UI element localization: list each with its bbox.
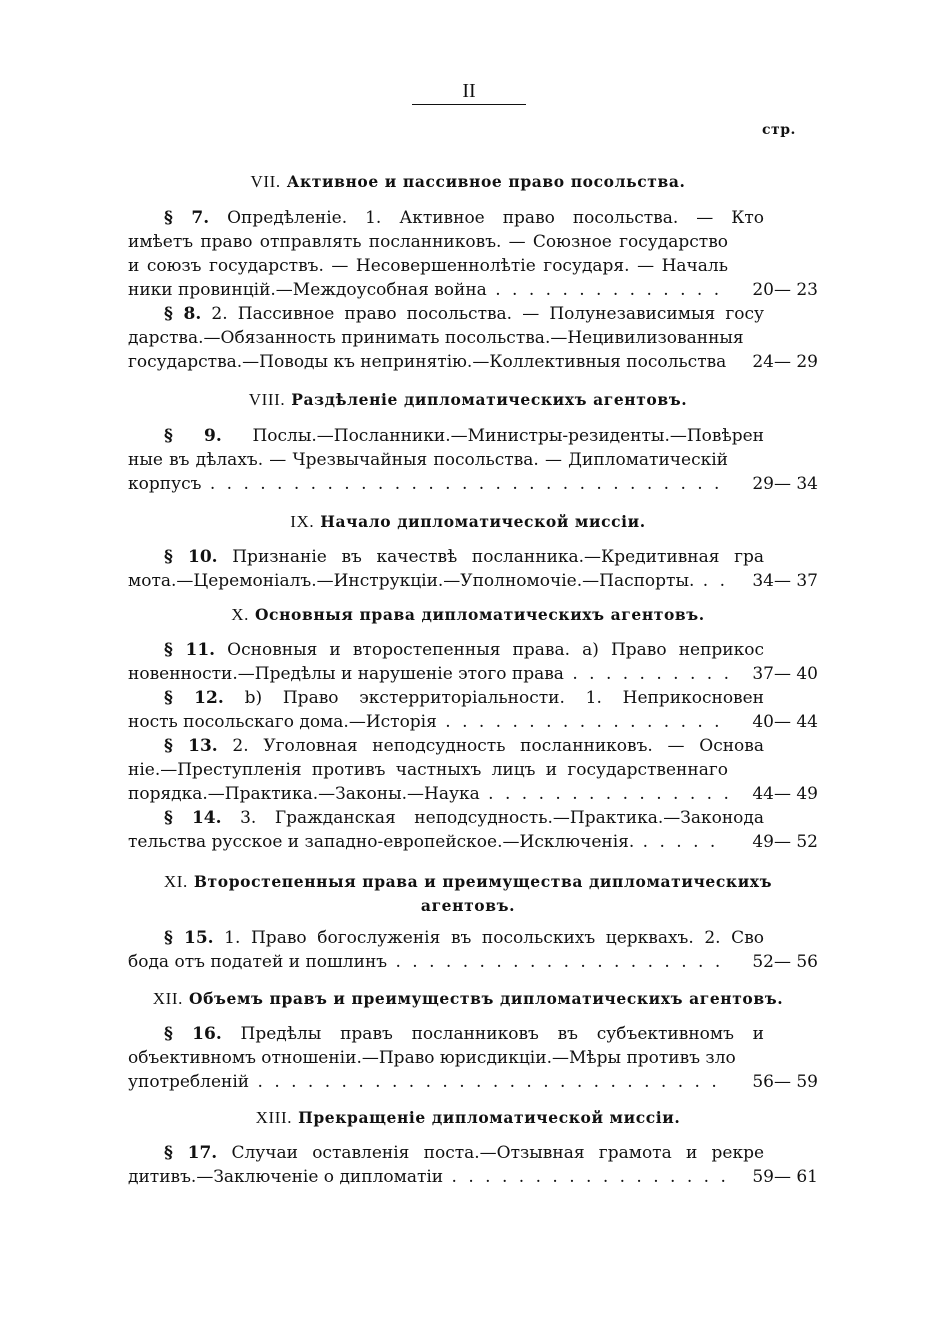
chapter-title: Активное и пассивное право посольства.	[286, 172, 686, 191]
entry-line	[128, 758, 728, 782]
chapter-title: Объемъ правъ и преимуществъ дипломатическихъ агентовъ.	[189, 989, 784, 1008]
page-range: 24— 29	[752, 352, 818, 372]
pages-column-header: стр.	[762, 122, 796, 138]
entry-text: 2. Уголовная неподсудность посланниковъ. — Основа	[232, 736, 764, 756]
entry-text: порядка.—Практика.—Законы.—Наука	[128, 784, 480, 804]
page-range: 40— 44	[752, 712, 818, 732]
entry-text: употребленій	[128, 1072, 250, 1092]
section-mark: § 12.	[164, 688, 224, 708]
entry-line	[128, 350, 728, 374]
chapter-number: VII.	[250, 172, 281, 191]
entry-text: ные въ дѣлахъ. — Чрезвычайныя посольства. — Дипломатическій	[128, 450, 728, 470]
entry-line	[128, 545, 764, 569]
entry-text: Опредѣленіе. 1. Активное право посольства. — Кто	[227, 208, 765, 228]
entry-line	[128, 662, 728, 686]
entry-text: ники провинцій.—Междоусобная война	[128, 280, 487, 300]
entry-text: тельства русское и западно-европейское.—Исключенія.	[128, 832, 635, 852]
chapter-number: IX.	[290, 512, 315, 531]
entry-line	[128, 830, 728, 854]
entry-text: государства.—Поводы къ непринятію.—Коллективныя посольства	[128, 352, 727, 372]
entry-line	[128, 710, 728, 734]
entry-text: бода отъ податей и пошлинъ	[128, 952, 388, 972]
entry-text: дарства.—Обязанность принимать посольства.—Нецивилизованныя	[128, 328, 744, 348]
entry-line	[128, 472, 728, 496]
entry-line	[128, 734, 764, 758]
entry-line	[128, 230, 728, 254]
chapter-heading	[128, 872, 808, 892]
entry-text: Предѣлы правъ посланниковъ въ субъективномъ и	[240, 1024, 765, 1044]
chapter-heading	[128, 1108, 808, 1128]
chapter-title: Основныя права дипломатическихъ агентовъ.	[254, 605, 705, 624]
chapter-title: Раздѣленіе дипломатическихъ агентовъ.	[291, 390, 688, 409]
page-range: 56— 59	[752, 1072, 818, 1092]
entry-text: 2. Пассивное право посольства. — Полунезависимыя госу	[211, 304, 765, 324]
entry-line	[128, 950, 728, 974]
entry-line	[128, 254, 728, 278]
chapter-number: XI.	[163, 872, 188, 891]
entry-line	[128, 1070, 728, 1094]
chapter-number: VIII.	[248, 390, 286, 409]
entry-line	[128, 206, 764, 230]
page-range: 29— 34	[752, 474, 818, 494]
chapter-title: Начало дипломатической миссіи.	[320, 512, 646, 531]
page-range: 59— 61	[752, 1167, 818, 1187]
entry-line	[128, 638, 764, 662]
entry-line	[128, 448, 728, 472]
page-number-rule	[412, 104, 526, 105]
entry-text: ность посольскаго дома.—Исторія	[128, 712, 437, 732]
chapter-heading	[128, 605, 808, 625]
entry-text: b) Право экстерриторіальности. 1. Неприкосновен	[244, 688, 765, 708]
chapter-heading	[128, 172, 808, 192]
entry-text: 1. Право богослуженія въ посольскихъ церквахъ. 2. Сво	[224, 928, 764, 948]
chapter-heading	[128, 989, 808, 1009]
entry-text: корпусъ	[128, 474, 202, 494]
entry-line	[128, 1165, 728, 1189]
entry-line	[128, 278, 728, 302]
page-number: II	[462, 80, 476, 102]
section-mark: § 7.	[164, 208, 210, 228]
entry-line	[128, 686, 764, 710]
section-mark: § 15.	[164, 928, 214, 948]
page-range: 52— 56	[752, 952, 818, 972]
section-mark: § 10.	[164, 547, 218, 567]
entry-line	[128, 926, 764, 950]
entry-text: новенности.—Предѣлы и нарушеніе этого права	[128, 664, 564, 684]
chapter-title: Второстепенныя права и преимущества дипломатическихъ	[193, 872, 773, 891]
entry-line	[128, 1141, 764, 1165]
entry-line	[128, 782, 728, 806]
entry-line	[128, 569, 728, 593]
entry-line	[128, 424, 764, 448]
page-range: 20— 23	[752, 280, 818, 300]
page-range: 34— 37	[752, 571, 818, 591]
entry-text: мота.—Церемоніалъ.—Инструкціи.—Уполномочіе.—Паспорты.	[128, 571, 695, 591]
entry-text: Послы.—Посланники.—Министры-резиденты.—Повѣрен	[252, 426, 764, 446]
entry-line	[128, 1022, 764, 1046]
entry-text: объективномъ отношеніи.—Право юрисдикціи.—Мѣры противъ зло	[128, 1048, 736, 1068]
entry-text: 3. Гражданская неподсудность.—Практика.—Законода	[240, 808, 764, 828]
chapter-title: Прекращеніе дипломатической миссіи.	[298, 1108, 681, 1127]
entry-text: Случаи оставленія поста.—Отзывная грамота и рекре	[231, 1143, 765, 1163]
section-mark: § 13.	[164, 736, 218, 756]
entry-line	[128, 806, 764, 830]
section-mark: § 14.	[164, 808, 222, 828]
chapter-number: XIII.	[255, 1108, 293, 1127]
entry-text: и союзъ государствъ. — Несовершеннолѣтіе государя. — Началь	[128, 256, 728, 276]
section-mark: § 16.	[164, 1024, 222, 1044]
entry-text: Признаніе въ качествѣ посланника.—Кредитивная гра	[232, 547, 764, 567]
chapter-title-continued: агентовъ.	[420, 896, 516, 915]
chapter-heading	[128, 512, 808, 532]
section-mark: § 17.	[164, 1143, 218, 1163]
section-mark: § 9.	[164, 426, 222, 446]
section-mark: § 8.	[164, 304, 202, 324]
page-range: 44— 49	[752, 784, 818, 804]
entry-text: ніе.—Преступленія противъ частныхъ лицъ и государственнаго	[128, 760, 728, 780]
chapter-heading	[128, 390, 808, 410]
chapter-number: X.	[231, 605, 249, 624]
entry-line	[128, 1046, 736, 1070]
entry-text: имѣетъ право отправлять посланниковъ. — Союзное государство	[128, 232, 728, 252]
page-range: 37— 40	[752, 664, 818, 684]
page-range: 49— 52	[752, 832, 818, 852]
entry-text: Основныя и второстепенныя права. a) Право неприкос	[227, 640, 765, 660]
entry-text: дитивъ.—Заключеніе о дипломатіи	[128, 1167, 444, 1187]
entry-line	[128, 326, 744, 350]
chapter-number: XII.	[152, 989, 183, 1008]
entry-line	[128, 302, 764, 326]
section-mark: § 11.	[164, 640, 216, 660]
